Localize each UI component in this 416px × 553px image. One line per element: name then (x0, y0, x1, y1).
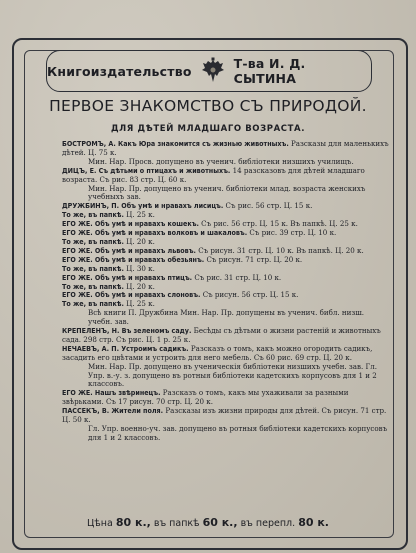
book-entry-details: Ц. 25 к. (123, 210, 155, 220)
book-entry-details: Разсказы изъ жизни природы для дѣтей. Съ рисун. 71 стр. Ц. 50 к. (62, 406, 387, 425)
book-entry-title: То же, въ папкѣ. (62, 299, 124, 309)
publisher-header (46, 50, 372, 92)
book-entry-details: Ц. 20 к. (123, 236, 155, 246)
price-label: Цѣна (87, 518, 113, 529)
entry-note: Мин. Нар. Пр. допущено въ ученическія библіотеки низшихъ учебн. зав. Гл. Упр. в.-у. з. допущено въ ротныя библіотеки кадетскихъ корпусовъ для 1 и 2 классовъ. (88, 361, 377, 389)
book-entry-details: Разсказъ о томъ, какъ мы ухаживали за разными звѣрьками. Съ 17 рисун. 70 стр. Ц. 20 к. (62, 388, 349, 407)
book-entry (62, 407, 390, 425)
book-entry-details: 14 разсказовъ для дѣтей младшаго возраста. Съ рис. 83 стр. Ц. 60 к. (62, 165, 365, 184)
page-subtitle: ДЛЯ ДѢТЕЙ МЛАДШАГО ВОЗРАСТА. (110, 124, 306, 134)
book-entry (62, 345, 390, 363)
book-entry (62, 327, 390, 345)
book-entry-details: Разсказы для маленькихъ дѣтей. Ц. 75 к. (62, 139, 389, 157)
folder-price-label: въ папкѣ (153, 518, 200, 529)
binding-price-label: въ перепл. (240, 518, 296, 529)
book-entry-title: ЕГО ЖЕ. Объ умѣ и нравахъ кошекъ. (62, 219, 199, 229)
book-entry-details: Ц. 25 к. (123, 299, 155, 309)
book-entry-title: ЕГО ЖЕ. Объ умѣ и нравахъ птицъ. (62, 272, 193, 282)
book-entry (62, 389, 390, 407)
book-entry-details: Ц. 30 к. (123, 263, 155, 273)
book-entry-details: Съ рис. 56 стр. Ц. 15 к. Въ папкѣ. Ц. 25 к. (198, 219, 358, 229)
book-entry-details: Съ рисун. 31 стр. Ц. 10 к. Въ папкѣ. Ц. 20 к. (195, 245, 364, 255)
book-entry-title: ЕГО ЖЕ. Объ умѣ и нравахъ слоновъ. (62, 290, 201, 300)
book-entry-title: БОСТРОМЪ, А. Какъ Юра знакомится съ жизнью животныхъ. (62, 139, 289, 148)
double-headed-eagle-icon (200, 57, 226, 85)
book-entry-title: ЕГО ЖЕ. Нашъ звѣринецъ. (62, 388, 161, 398)
book-entry-details: Съ рисун. 71 стр. Ц. 20 к. (204, 254, 303, 264)
book-entry-title: То же, въ папкѣ. (62, 281, 124, 291)
price-value: 80 к., (115, 516, 151, 529)
book-entry-title: То же, въ папкѣ. (62, 210, 124, 220)
page-title: ПЕРВОЕ ЗНАКОМСТВО СЪ ПРИРОДОЙ. (49, 97, 367, 115)
book-entry (62, 140, 390, 158)
book-entry (62, 167, 390, 185)
publisher-name-left: Книгоиздательство (47, 63, 192, 79)
price-footer (0, 516, 416, 529)
book-entry-title: ПАССЕКЪ, В. Жители поля. (62, 406, 164, 416)
book-entry-title: НЕЧАЕВЪ, А. П. Устроимъ садикъ. (62, 343, 189, 353)
entry-note: Гл. Упр. военно-уч. зав. допущено въ ротныя библіотеки кадетскихъ корпусовъ для 1 и 2 классовъ. (88, 424, 388, 442)
binding-price-value: 80 к. (298, 516, 329, 529)
book-entry-title: То же, въ папкѣ. (62, 236, 124, 246)
publisher-name-right: Т-ва И. Д. СЫТИНА (233, 56, 306, 86)
book-entry-title: КРЕПЕЛЕНЪ, Н. Въ зеленомъ саду. (62, 326, 192, 336)
book-entry-title: ДИЦЪ, Е. Съ дѣтьми о птицахъ и животныхъ. (62, 165, 231, 175)
entry-note: Мин. Нар. Пр. допущено въ ученич. библіотеки млад. возраста женскихъ учебныхъ зав. (88, 183, 366, 202)
book-entry-title: ЕГО ЖЕ. Объ умѣ и нравахъ волковъ и шакаловъ. (62, 228, 248, 238)
book-entry-title: ЕГО ЖЕ. Объ умѣ и нравахъ обезьянъ. (62, 254, 205, 264)
book-entry-details: Разсказъ о томъ, какъ можно огородить садикъ, засадить его цвѣтами и устроить для него мебель. Съ 60 рис. 69 стр. Ц. 20 к. (62, 343, 373, 362)
book-entry-title: ЕГО ЖЕ. Объ умѣ и нравахъ львовъ. (62, 245, 196, 255)
book-entry-details: Бесѣды съ дѣтьми о жизни растеній и животныхъ сада. 298 стр. Съ рис. Ц. 1 р. 25 к. (62, 326, 381, 344)
book-entry-details: Съ рис. 31 стр. Ц. 10 к. (192, 272, 282, 282)
book-entry-details: Ц. 20 к. (123, 281, 155, 291)
folder-price-value: 60 к., (202, 516, 238, 529)
book-entry-details: Съ рис. 39 стр. Ц. 10 к. (247, 228, 337, 238)
book-list (62, 140, 390, 443)
book-entry-title: ДРУЖБИНЪ, П. Объ умѣ и нравахъ лисицъ. (62, 201, 224, 211)
entry-note: Всѣ книги П. Дружбина Мин. Нар. Пр. допущены въ ученич. библ. низш. учебн. зав. (88, 308, 365, 327)
entry-note: Мин. Нар. Просв. допущено въ ученич. библіотеки низшихъ училищъ. (88, 156, 354, 166)
book-entry-details: Съ рис. 56 стр. Ц. 15 к. (223, 201, 313, 211)
book-entry-details: Съ рисун. 56 стр. Ц. 15 к. (200, 290, 299, 300)
book-entry-title: То же, въ папкѣ. (62, 263, 124, 273)
